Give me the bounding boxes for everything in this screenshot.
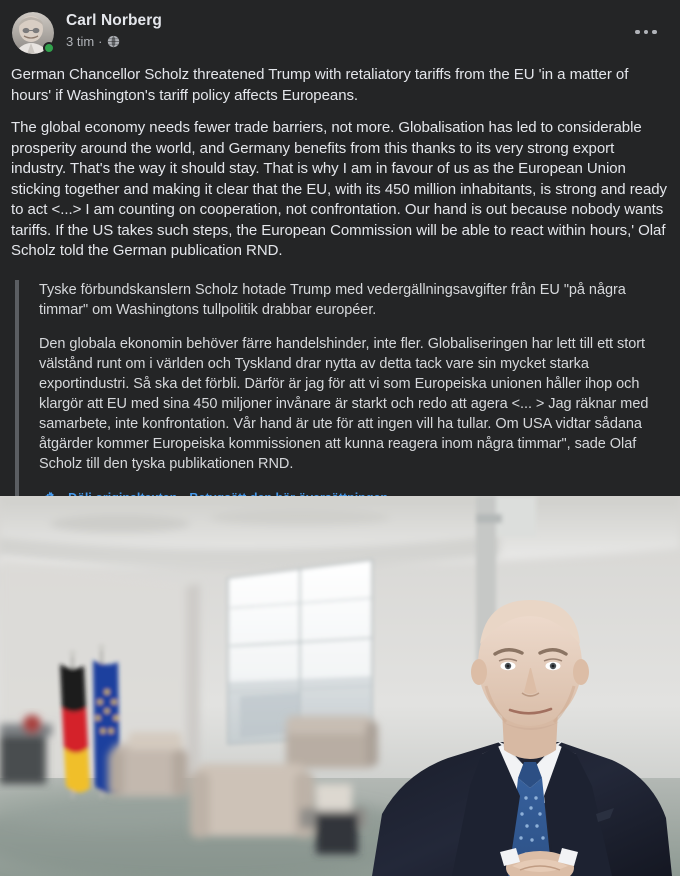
post-meta <box>66 33 162 50</box>
olaf-scholz-office-portrait <box>0 496 680 876</box>
avatar[interactable] <box>12 12 54 54</box>
post-header-text <box>66 10 162 50</box>
post-header <box>0 0 680 58</box>
more-options-button[interactable] <box>628 14 664 50</box>
translation-paragraph-2: Den globala ekonomin behöver färre handelshinder, inte fler. Globaliseringen har lett till ett stort välstånd runt om i världen och Tyskland drar nytta av detta tack vare sin mycket starka exportindustri. Så ska det förbli. Därför är jag för att vi som Europeiska unionen håller ihop och klargör att EU med sina 450 miljoner invånare är starkt och redo att agera <... > Jag räknar med samarbete, inte konfrontation. Vår hand är ute för att ingen vill ha tullar. Om USA vidtar sådana åtgärder kommer Europeiska kommissionen att kunna reagera inom några timmar", sade Olaf Scholz till den tyska publikationen RND. <box>39 335 649 472</box>
author-name[interactable]: Carl Norberg <box>66 12 162 29</box>
more-options-icon <box>635 30 657 35</box>
meta-separator: · <box>98 34 103 49</box>
post-photo[interactable] <box>0 496 680 876</box>
post-paragraph-1: German Chancellor Scholz threatened Trump with retaliatory tariffs from the EU 'in a matter of hours' if Washington's tariff policy affects Europeans. <box>11 66 629 104</box>
post-paragraph-2: The global economy needs fewer trade barriers, not more. Globalisation has led to considerable prosperity around the world, and Germany benefits from this thanks to its very strong export industry. That's the way it should stay. That is why I am in favour of us as the European Union sticking together and making it clear that the EU, with its 450 million inhabitants, is strong and ready to act <...> I am counting on cooperation, not confrontation. Our hand is out because nobody wants tariffs. If the US takes such steps, the European Commission will be able to react within hours,' Olaf Scholz told the German publication RND. <box>11 119 667 259</box>
translation-paragraph-1: Tyske förbundskanslern Scholz hotade Trump med vedergällningsavgifter från EU "på några timmar" om Washingtons tullpolitik drabbar européer. <box>39 281 626 318</box>
globe-public-icon[interactable] <box>107 35 120 48</box>
post-timestamp[interactable]: 3 tim <box>66 34 95 49</box>
online-indicator <box>43 42 55 54</box>
translation-block <box>15 280 669 506</box>
post-body <box>0 65 680 506</box>
